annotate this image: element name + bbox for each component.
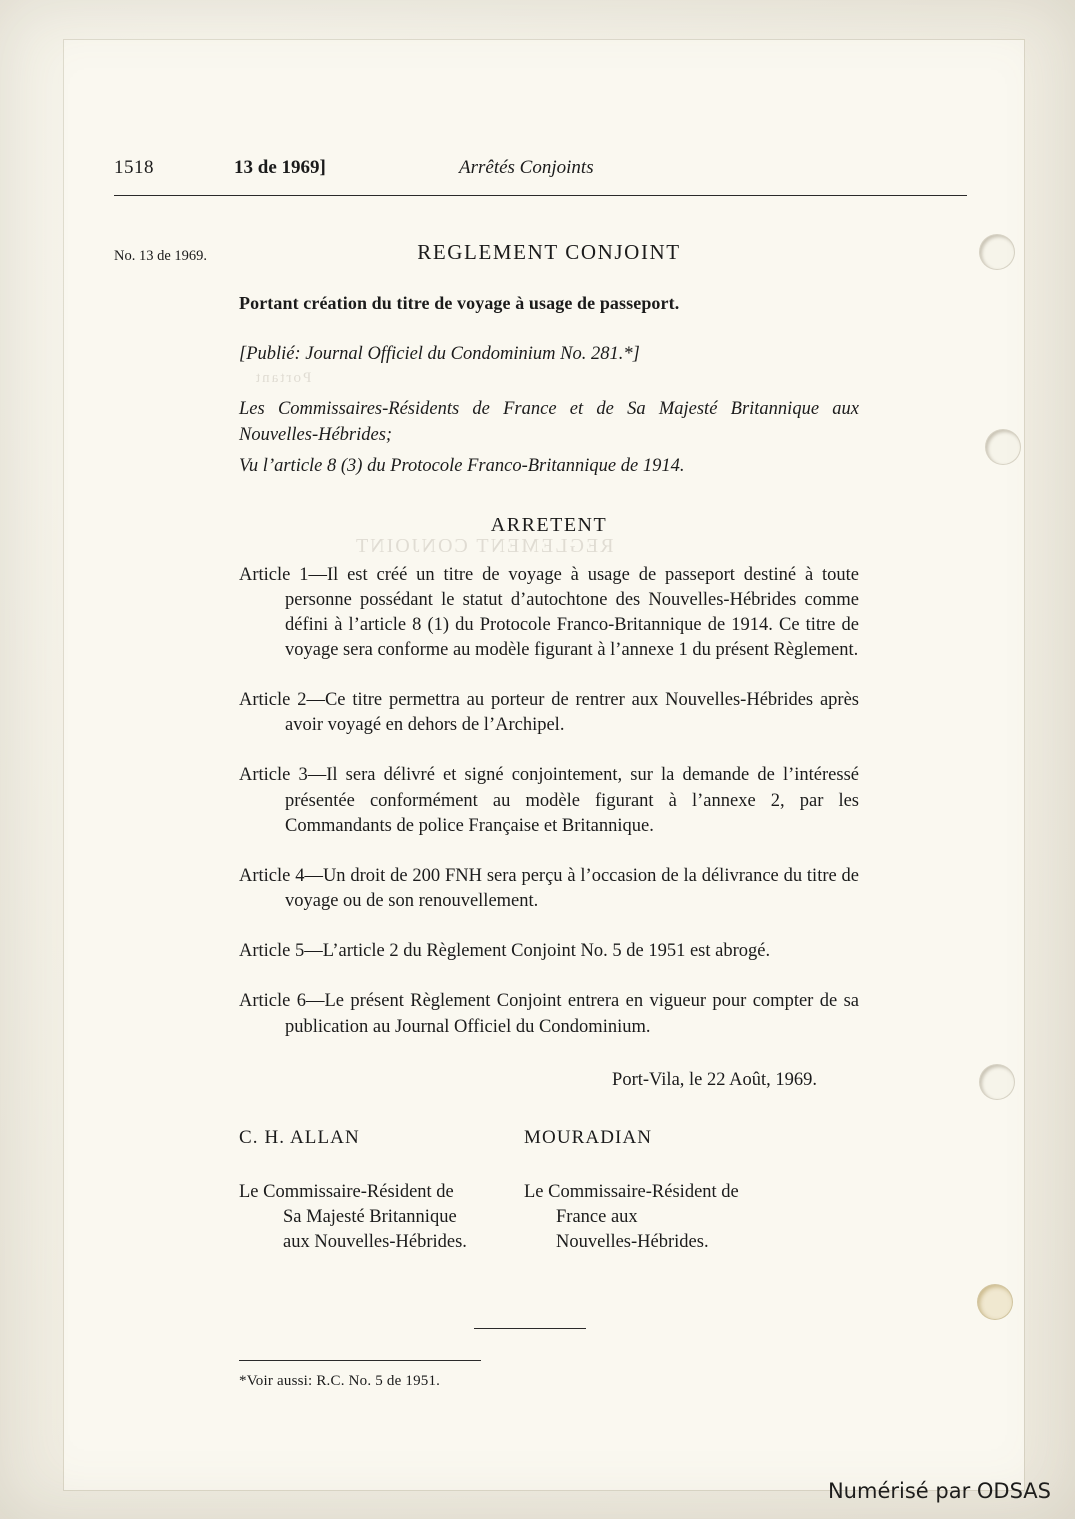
header-rule <box>114 195 967 196</box>
scan-credit: Numérisé par ODSAS <box>827 1479 1051 1503</box>
punch-hole <box>978 1285 1012 1319</box>
article-2: Article 2—Ce titre permettra au porteur de rentrer aux Nouvelles-Hébrides après avoir voyagé en dehors de l’Archipel. <box>239 690 859 736</box>
preamble-line-1: Les Commissaires-Résidents de France et de Sa Majesté Britannique aux Nouvelles-Hébrides; <box>239 399 859 445</box>
signatory-name: C. H. ALLAN <box>239 1127 360 1148</box>
signature-french <box>524 1125 824 1255</box>
running-title: Arrêtés Conjoints <box>459 157 594 178</box>
place-and-date: Port-Vila, le 22 Août, 1969. <box>612 1069 817 1090</box>
signatory-role-line-3: Nouvelles-Hébrides. <box>556 1232 709 1253</box>
margin-note: No. 13 de 1969. <box>114 248 208 264</box>
signature-british <box>239 1125 529 1255</box>
punch-hole <box>980 1065 1014 1099</box>
article-3: Article 3—Il sera délivré et signé conjointement, sur la demande de l’intéressé présentée conformément au modèle figurant à l’annexe 2, par les Commandants de police Française et Britannique. <box>239 765 859 836</box>
punch-hole <box>986 430 1020 464</box>
signatory-role-line-1: Le Commissaire-Résident de <box>239 1182 454 1203</box>
signatory-role-line-2: Sa Majesté Britannique <box>283 1207 457 1228</box>
page-number: 1518 <box>114 157 154 178</box>
signatory-role <box>524 1180 824 1254</box>
signatory-role-line-3: aux Nouvelles-Hébrides. <box>283 1232 467 1253</box>
preamble-line-2: Vu l’article 8 (3) du Protocole Franco-Britannique de 1914. <box>239 456 685 477</box>
article-5: Article 5—L’article 2 du Règlement Conjoint No. 5 de 1951 est abrogé. <box>239 941 771 962</box>
footnote: *Voir aussi: R.C. No. 5 de 1951. <box>239 1373 441 1389</box>
footnote-rule <box>239 1360 481 1361</box>
publication-note: [Publié: Journal Officiel du Condominium No. 281.*] <box>239 344 640 364</box>
ghost-text-title: REGLEMENT CONJOINT <box>354 535 614 557</box>
act-number: 13 de 1969] <box>234 157 326 178</box>
signatory-role-line-2: France aux <box>556 1207 638 1228</box>
article-6: Article 6—Le présent Règlement Conjoint entrera en vigueur pour compter de sa publication au Journal Officiel du Condominium. <box>239 991 859 1037</box>
document-content <box>64 40 1024 1490</box>
section-divider-rule <box>474 1328 586 1329</box>
article-1: Article 1—Il est créé un titre de voyage à usage de passeport destiné à toute personne possédant le statut d’autochtone des Nouvelles-Hébrides comme défini à l’article 8 (1) du Protocole Franco-Britannique de 1914. Ce titre de voyage sera conforme au modèle figurant à l’annexe 1 du présent Règlement. <box>239 564 859 661</box>
signatory-role <box>239 1180 529 1254</box>
document-sheet <box>64 40 1024 1490</box>
punch-hole <box>980 235 1014 269</box>
document-subtitle: Portant création du titre de voyage à usage de passeport. <box>239 293 680 313</box>
enacting-word: ARRETENT <box>490 513 608 536</box>
main-column <box>239 240 859 1091</box>
article-4: Article 4—Un droit de 200 FNH sera perçu à l’occasion de la délivrance du titre de voyage ou de son renouvellement. <box>239 865 859 912</box>
signatory-name: MOURADIAN <box>524 1127 653 1148</box>
ghost-text-subtitle: Portant <box>254 370 312 386</box>
document-title: REGLEMENT CONJOINT <box>417 240 681 264</box>
signatory-role-line-1: Le Commissaire-Résident de <box>524 1182 739 1203</box>
